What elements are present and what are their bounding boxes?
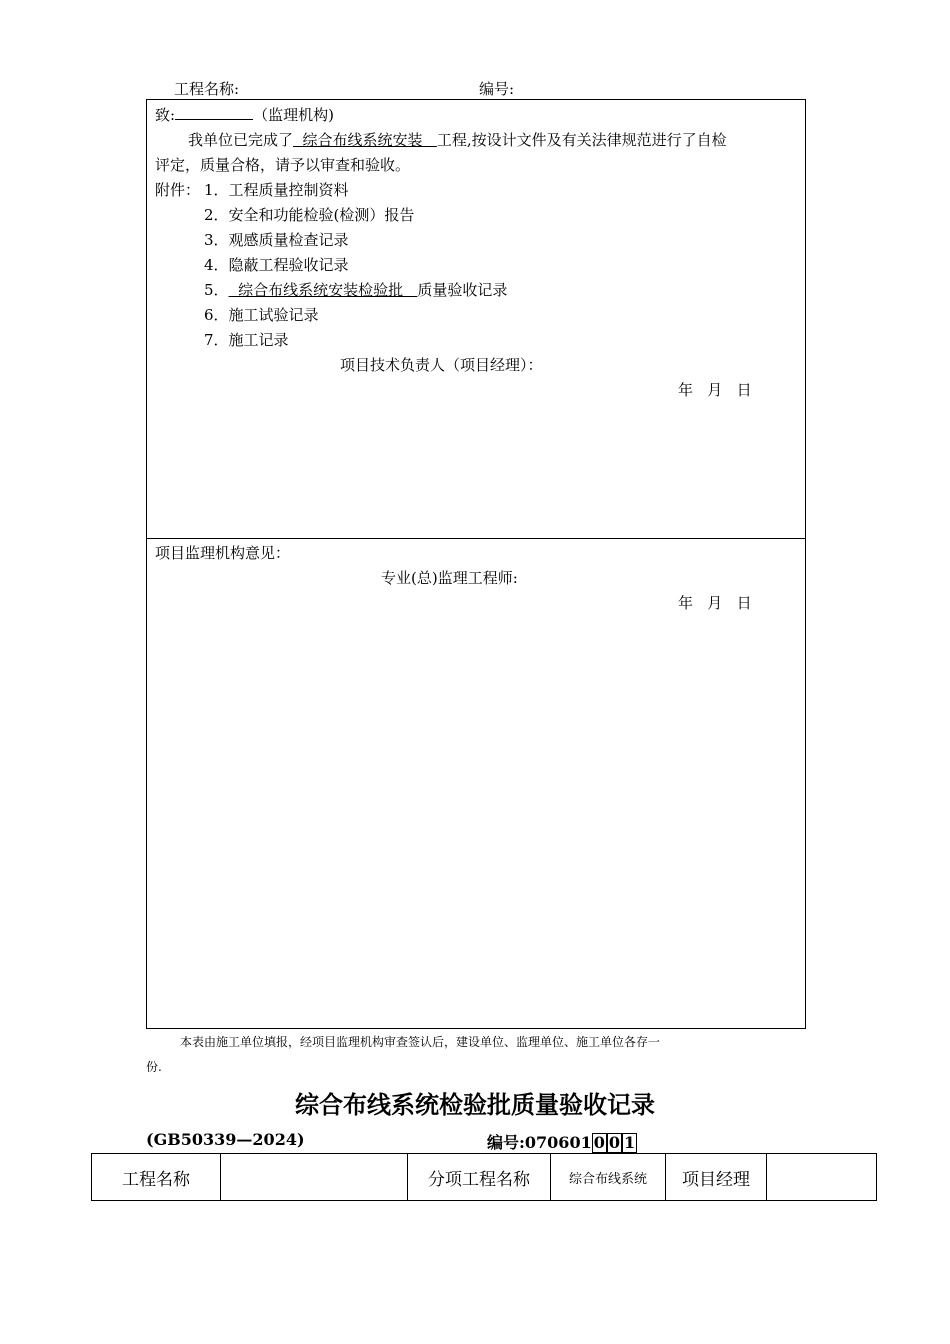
footnote-line2: 份. — [146, 1060, 162, 1074]
record-number-digit: 0 — [608, 1133, 620, 1152]
attachment-item — [204, 279, 507, 300]
attachment-item: 3．观感质量检查记录 — [204, 231, 349, 249]
opinion-date: 年 月 日 — [678, 594, 752, 612]
record-number-digit: 0 — [593, 1133, 605, 1152]
tech-lead-signature-label: 项目技术负责人（项目经理）： — [340, 356, 543, 374]
project-manager-value — [767, 1154, 877, 1201]
attachments-label: 附件： — [155, 181, 201, 199]
completion-statement — [188, 129, 727, 150]
subitem-name-value: 综合布线系统 — [551, 1154, 666, 1201]
standard-code: (GB50339—2024) — [146, 1130, 305, 1149]
record-number — [487, 1130, 637, 1153]
subitem-name-header: 分项工程名称 — [408, 1154, 551, 1201]
attachment-item: 6．施工试验记录 — [204, 306, 319, 324]
attachment5-number: 5． — [204, 281, 229, 299]
form-date: 年 月 日 — [678, 381, 752, 399]
attachment5-suffix: 质量验收记录 — [417, 281, 508, 299]
supervisor-signature-label: 专业(总)监理工程师: — [381, 569, 518, 587]
attachment-item: 4．隐蔽工程验收记录 — [204, 256, 349, 274]
number-label: 编号: — [479, 80, 515, 98]
footnote-line1: 本表由施工单位填报，经项目监理机构审查签认后，建设单位、监理单位、施工单位各存一 — [180, 1035, 661, 1049]
to-prefix: 致: — [155, 106, 176, 124]
to-suffix: （监理机构) — [253, 106, 334, 124]
project-name-label: 工程名称: — [174, 80, 240, 98]
completion-statement-cont: 评定，质量合格，请予以审查和验收。 — [155, 156, 411, 174]
project-name-value — [221, 1154, 408, 1201]
record-title: 综合布线系统检验批质量验收记录 — [295, 1091, 655, 1119]
addressee-blank — [175, 105, 253, 120]
record-header-table — [91, 1153, 877, 1201]
addressee-line — [155, 104, 334, 125]
line1-suffix: 工程,按设计文件及有关法律规范进行了自检 — [436, 131, 727, 149]
table-row — [92, 1154, 877, 1201]
attachment5-underlined: 综合布线系统安装检验批 — [228, 281, 418, 299]
record-number-digit: 1 — [624, 1133, 636, 1152]
project-manager-header: 项目经理 — [666, 1154, 767, 1201]
opinion-label: 项目监理机构意见： — [155, 544, 291, 562]
line1-project: 综合布线系统安装 — [293, 131, 437, 149]
record-number-label: 编号:070601 — [487, 1133, 592, 1152]
attachment-item: 1．工程质量控制资料 — [204, 181, 349, 199]
project-name-header: 工程名称 — [92, 1154, 221, 1201]
attachment-item: 7．施工记录 — [204, 331, 289, 349]
line1-prefix: 我单位已完成了 — [188, 131, 294, 149]
attachment-item: 2．安全和功能检验(检测）报告 — [204, 206, 415, 224]
